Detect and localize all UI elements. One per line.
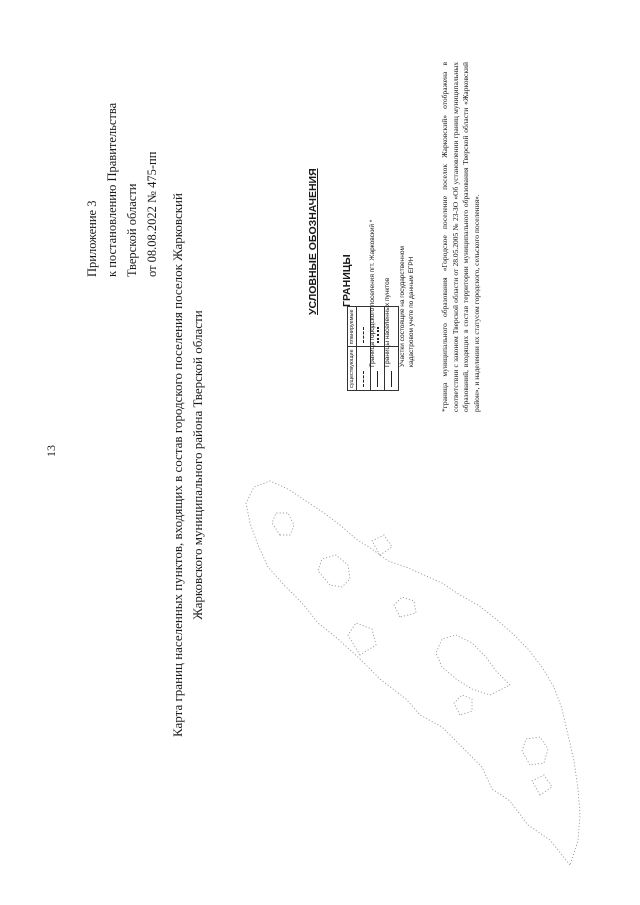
settlement-boundary: [318, 555, 350, 587]
legend-col-existing: существующие: [348, 347, 357, 391]
settlement-boundary: [272, 513, 294, 535]
boundary-line-symbol: [363, 371, 364, 387]
footnote: *граница муниципального образования «Городское поселение поселок Жарковский» отображена в соответствии с законом Тверской области от 28.05.2005 № 23-ЗО «Об установлении границ муниципальных образований, входящих в состав территории муниципального образования Тверской области «Жарковский район», и наделении их статусом городского, сельского поселения».: [440, 62, 481, 412]
settlement-boundary: [454, 695, 472, 715]
boundary-map: [210, 455, 620, 885]
boundary-line-symbol: [391, 371, 392, 387]
legend-col-planned: планируемые: [348, 307, 357, 347]
settlement-boundary: [436, 635, 510, 695]
map-title-line: Жарковского муниципального района Тверской области: [190, 310, 205, 620]
settlement-boundary: [522, 737, 548, 765]
appendix-line: Тверской области: [125, 183, 139, 277]
map-title: [168, 95, 208, 835]
legend-group-title: ГРАНИЦЫ: [341, 254, 353, 307]
boundary-line-symbol: [377, 371, 378, 387]
appendix-line: от 08.08.2022 № 475-пп: [145, 151, 159, 277]
appendix-line: Приложение 3: [85, 200, 99, 277]
cadastral-parcel: [372, 535, 392, 555]
legend-items: [368, 220, 413, 367]
legend-title: УСЛОВНЫЕ ОБОЗНАЧЕНИЯ: [307, 168, 319, 315]
cadastral-parcel: [348, 623, 376, 655]
legend-item: Граница городского поселения пгт. Жарковский *: [369, 219, 376, 367]
legend-item: Границы населенных пунктов: [384, 277, 391, 367]
cadastral-parcel: [532, 775, 552, 795]
municipal-boundary: [246, 481, 580, 865]
appendix-heading: [82, 103, 162, 277]
settlement-boundary: [394, 597, 416, 617]
legend-item: Участки состоящие на государственном кадастровом учете по данным ЕГРН: [399, 246, 415, 367]
map-title-line: Карта границ населенных пунктов, входящих в состав городского поселения поселок Жарковский: [170, 193, 185, 737]
appendix-line: к постановлению Правительства: [105, 102, 119, 277]
boundary-line-symbol: [363, 327, 364, 343]
page-number: 13: [44, 445, 58, 457]
